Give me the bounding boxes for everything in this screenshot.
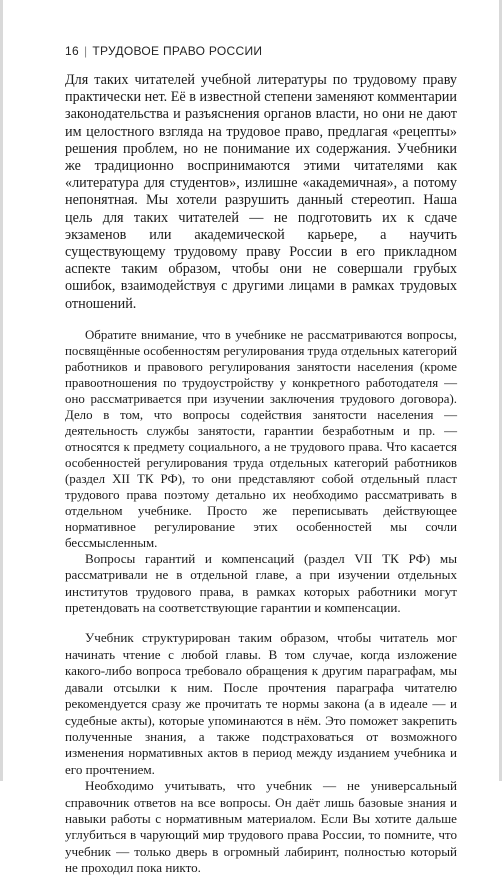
paragraph-scope: Обратите внимание, что в учебнике не рассматриваются вопросы, посвящённые особенностям регулирования труда отдельных категорий работников и правового регулирования занятости населения (кроме правоотношения по трудоустройству у конкретного работодателя — оно рассматривается при изучении заключения трудового договора). Дело в том, что вопросы содействия занятости населения — деятельность службы занятости, гарантии безработным и пр. — относятся к предмету социального, а не трудового права. Что касается особенностей регулирования труда отдельных категорий работников (раздел XII ТК РФ), то они представляют собой отдельный пласт трудового права поэтому детально их необходимо рассматривать в отдельном учебнике. Просто же переписывать действующее нормативное регулирование этих особенностей мы сочли бессмысленным. [65, 327, 457, 550]
running-title: ТРУДОВОЕ ПРАВО РОССИИ [92, 44, 263, 58]
header-separator: | [83, 44, 88, 58]
paragraph-guarantees: Вопросы гарантий и компенсаций (раздел VII ТК РФ) мы рассматривали не в отдельной главе, а при изучении отдельных институтов трудового права, в рамках которых работники могут претендовать на соответствующие гарантии и компенсации. [65, 550, 457, 616]
page-number: 16 [65, 44, 79, 58]
running-header [65, 44, 262, 58]
body-text [65, 72, 457, 877]
paragraph-conclusion: Необходимо учитывать, что учебник — не универсальный справочник ответов на все вопросы. Он даёт лишь базовые знания и навыки работы с нормативным материалом. Если Вы хотите дальше углубиться в чарующий мир трудового права России, то помните, что учебник — только дверь в огромный лабиринт, полностью который не проходил пока никто. [65, 778, 457, 876]
paragraph-structure: Учебник структурирован таким образом, чтобы читатель мог начинать чтение с любой главы. В том случае, когда изложение какого-либо вопроса требовало обращения к другим параграфам, мы давали отсылки к ним. После прочтения параграфа читателю рекомендуется сразу же прочитать те нормы закона (а в идеале — и судебные акты), которые упоминаются в нём. Это поможет закрепить полученные знания, а также подстраховаться от возможного изменения нормативных актов в период между изданием учебника и его прочтением. [65, 630, 457, 777]
paragraph-intro: Для таких читателей учебной литературы по трудовому праву практически нет. Её в известной степени заменяют комментарии законодательства и разъяснения органов власти, но они не дают им целостного взгляда на трудовое право, предлагая «рецепты» решения проблем, но не понимание их содержания. Учебники же традиционно воспринимаются этими читателями как «литература для студентов», излишне «академичная», а потому непонятная. Мы хотели разрушить данный стереотип. Наша цель для таких читателей — не подготовить их к сдаче экзаменов или академической карьере, а научить существующему трудовому праву России в его прикладном аспекте таким образом, чтобы они не совершали грубых ошибок, взаимодействуя с другими лицами в рамках трудовых отношений. [65, 72, 457, 312]
